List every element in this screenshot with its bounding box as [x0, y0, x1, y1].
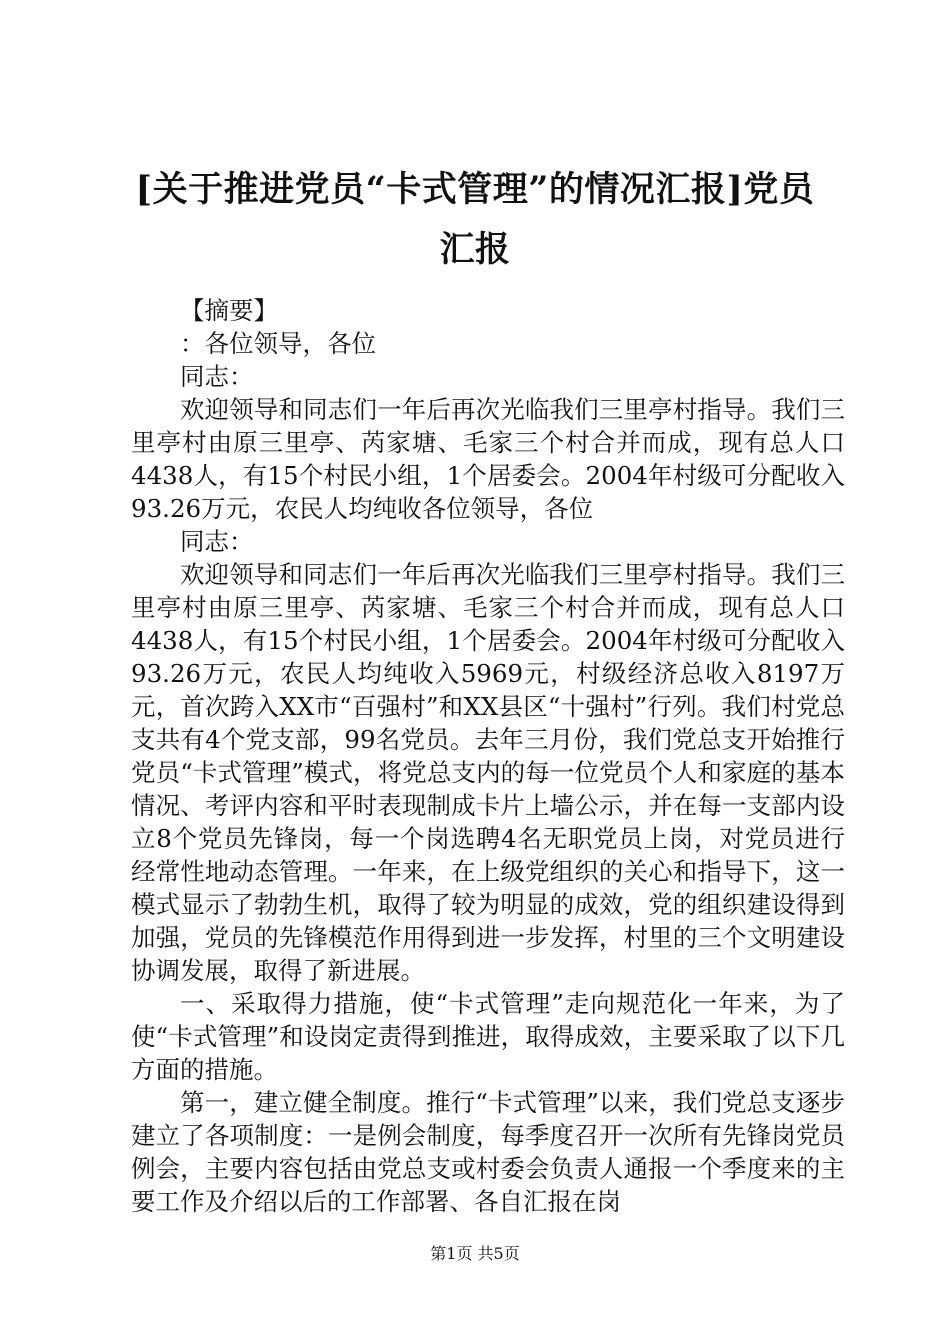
body-paragraph: 第一，建立健全制度。推行“卡式管理”以来，我们党总支逐步建立了各项制度：一是例会制度，每季度召开一次所有先锋岗党员例会，主要内容包括由党总支或村委会负责人通报一个季度来的主要工作及介绍以后的工作部署、各自汇报在岗	[131, 1088, 845, 1216]
body-paragraph: 欢迎领导和同志们一年后再次光临我们三里亭村指导。我们三里亭村由原三里亭、芮家塘、毛家三个村合并而成，现有总人口4438人，有15个村民小组，1个居委会。2004年村级可分配收入93.26万元，农民人均纯收各位领导，各位	[131, 395, 845, 523]
salutation-line: ：各位领导，各位	[180, 329, 376, 358]
abstract-label: 【摘要】	[180, 296, 278, 325]
document-title: [关于推进党员“卡式管理”的情况汇报]党员汇报	[135, 169, 815, 270]
page-number-footer: 第1页 共5页	[430, 1244, 520, 1263]
salutation-line: 同志：	[180, 362, 254, 391]
document-body	[131, 294, 845, 1218]
section-heading-paragraph: 一、采取得力措施，使“卡式管理”走向规范化一年来，为了使“卡式管理”和设岗定责得到推进，取得成效，主要采取了以下几方面的措施。	[131, 989, 845, 1084]
salutation-line: 同志：	[180, 527, 254, 556]
body-paragraph: 欢迎领导和同志们一年后再次光临我们三里亭村指导。我们三里亭村由原三里亭、芮家塘、毛家三个村合并而成，现有总人口4438人，有15个村民小组，1个居委会。2004年村级可分配收入93.26万元，农民人均纯收入5969元，村级经济总收入8197万元，首次跨入XX市“百强村”和XX县区“十强村”行列。我们村党总支共有4个党支部，99名党员。去年三月份，我们党总支开始推行党员“卡式管理”模式，将党总支内的每一位党员个人和家庭的基本情况、考评内容和平时表现制成卡片上墙公示，并在每一支部内设立8个党员先锋岗，每一个岗选聘4名无职党员上岗，对党员进行经常性地动态管理。一年来，在上级党组织的关心和指导下，这一模式显示了勃勃生机，取得了较为明显的成效，党的组织建设得到加强，党员的先锋模范作用得到进一步发挥，村里的三个文明建设协调发展，取得了新进展。	[131, 560, 845, 985]
